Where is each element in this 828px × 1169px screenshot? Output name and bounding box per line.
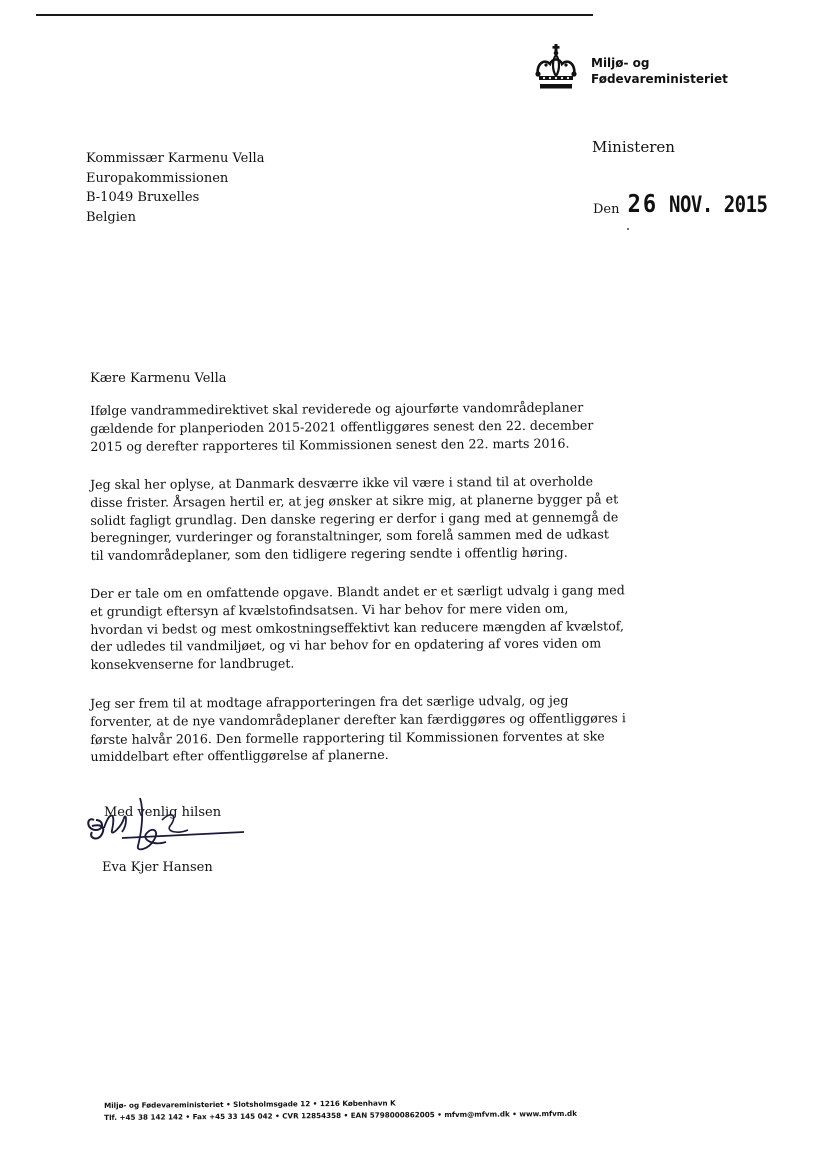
recipient-line: Europakommissionen — [86, 170, 229, 186]
date-stamp-day: 26 — [627, 190, 659, 219]
scan-speck — [627, 228, 629, 230]
paragraph-line: forventer, at de nye vandområdeplaner derefter kan færdiggøres og offentliggøres i — [90, 710, 626, 729]
paragraph-line: første halvår 2016. Den formelle rapportering til Kommissionen forventes at ske — [90, 728, 605, 747]
letter-date — [593, 190, 768, 219]
ministry-name — [591, 55, 728, 87]
closing: Med venlig hilsen — [104, 805, 222, 820]
ministry-logo — [532, 44, 732, 92]
paragraph-line: solidt fagligt grundlag. Den danske regering er derfor i gang med at gennemgå de — [90, 508, 619, 528]
signer-name: Eva Kjer Hansen — [102, 860, 213, 875]
recipient-address — [86, 149, 264, 227]
salutation: Kære Karmenu Vella — [90, 371, 227, 386]
paragraph-line: beregninger, vurderinger og foranstaltninger, som forelå sammen med de udkast — [90, 526, 609, 546]
ministry-name-line1: Miljø- og — [591, 56, 650, 70]
footer-contact: Tlf. +45 38 142 142 • Fax +45 33 145 042 • CVR 12854358 • EAN 5798000862005 • mfvm@mfvm.dk • www.mfvm.dk — [104, 1108, 578, 1122]
paragraph — [90, 398, 610, 455]
paragraph-line: til vandområdeplaner, som den tidligere regering sendte i offentlig høring. — [90, 544, 568, 564]
date-prefix: Den — [593, 202, 620, 217]
sender-role: Ministeren — [592, 138, 675, 156]
paragraph-line: disse frister. Årsagen hertil er, at jeg ønsker at sikre mig, at planerne bygger på et — [90, 491, 619, 510]
recipient-line: B-1049 Bruxelles — [86, 190, 200, 205]
paragraph-line: umiddelbart efter offentliggørelse af planerne. — [90, 747, 389, 765]
paragraph — [90, 691, 626, 766]
paragraph-line: Ifølge vandrammedirektivet skal reviderede og ajourførte vandområdeplaner — [90, 399, 584, 418]
date-stamp — [628, 190, 768, 219]
paragraph-line: et grundigt eftersyn af kvælstofindsatsen. Vi har behov for mere viden om, — [90, 600, 569, 619]
paragraph-line: hvordan vi bedst og mest omkostningseffektivt kan reducere mængden af kvælstof, — [90, 617, 625, 637]
ministry-name-line2: Fødevareministeriet — [591, 72, 728, 86]
paragraph-line: 2015 og derefter rapporteres til Kommissionen senest den 22. marts 2016. — [90, 435, 570, 454]
paragraph — [90, 472, 619, 565]
paragraph-line: der udledes til vandmiljøet, og vi har behov for en opdatering af vores viden om — [90, 635, 602, 655]
paragraph-line: Der er tale om en omfattende opgave. Blandt andet er et særligt udvalg i gang med — [90, 582, 625, 601]
handwritten-signature — [82, 790, 252, 860]
recipient-line: Belgien — [86, 209, 136, 225]
paragraph — [90, 581, 625, 674]
header-rule — [36, 14, 593, 16]
footer-address: Miljø- og Fødevareministeriet • Slotsholmsgade 12 • 1216 København K — [104, 1098, 396, 1110]
paragraph-line: gældende for planperioden 2015-2021 offentliggøres senest den 22. december — [90, 417, 594, 436]
paragraph-line: Jeg skal her oplyse, at Danmark desværre ikke vil være i stand til at overholde — [90, 473, 594, 492]
paragraph-line: Jeg ser frem til at modtage afrapporteringen fra det særlige udvalg, og jeg — [90, 692, 569, 711]
footer — [104, 1096, 577, 1124]
royal-crown-icon — [532, 44, 580, 90]
paragraph-line: konsekvenserne for landbruget. — [90, 655, 295, 673]
recipient-line: Kommissær Karmenu Vella — [86, 151, 265, 166]
date-stamp-month-year: NOV. 2015 — [669, 192, 768, 218]
